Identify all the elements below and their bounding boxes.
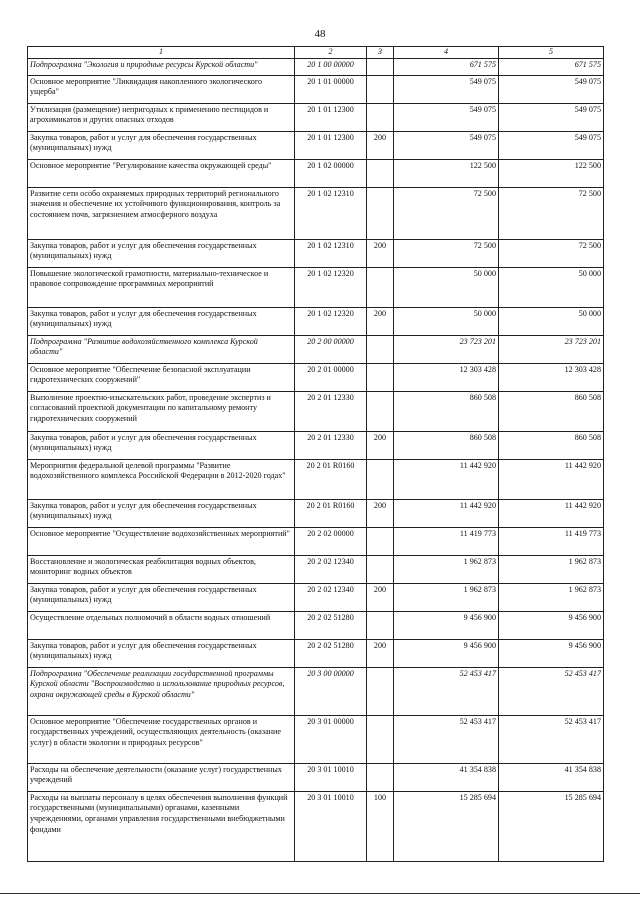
page-bottom-rule (0, 893, 640, 894)
row-name-cell: Основное мероприятие "Обеспечение безопасной эксплуатации гидротехнических сооружений" (28, 363, 295, 391)
table-row (28, 791, 604, 861)
row-name-cell: Утилизация (размещение) непригодных к применению пестицидов и агрохимикатов и других опасных отходов (28, 103, 295, 131)
row-name-cell: Подпрограмма "Развитие водохозяйственного комплекса Курской области" (28, 335, 295, 363)
row-expense-type-cell (367, 335, 394, 363)
row-amount-col4-cell: 1 962 873 (394, 583, 499, 611)
row-code-cell: 20 1 01 00000 (295, 75, 367, 103)
row-expense-type-cell (367, 555, 394, 583)
row-amount-col4-cell: 11 442 920 (394, 459, 499, 499)
row-expense-type-cell (367, 58, 394, 75)
column-header-5: 5 (499, 47, 604, 59)
row-name-cell: Выполнение проектно-изыскательских работ, проведение экспертиз и согласований проектной документации по капитальному ремонту гидротехнических сооружений (28, 391, 295, 431)
row-amount-col5-cell: 72 500 (499, 239, 604, 267)
row-expense-type-cell: 200 (367, 307, 394, 335)
row-name-cell: Основное мероприятие "Регулирование качества окружающей среды" (28, 159, 295, 187)
row-amount-col5-cell: 23 723 201 (499, 335, 604, 363)
row-expense-type-cell: 200 (367, 431, 394, 459)
row-amount-col5-cell: 50 000 (499, 307, 604, 335)
row-expense-type-cell (367, 667, 394, 715)
table-row (28, 431, 604, 459)
row-name-cell: Восстановление и экологическая реабилитация водных объектов, мониторинг водных объектов (28, 555, 295, 583)
row-amount-col5-cell: 1 962 873 (499, 555, 604, 583)
row-code-cell: 20 1 02 12310 (295, 187, 367, 239)
row-code-cell: 20 1 01 12300 (295, 131, 367, 159)
row-code-cell: 20 2 00 00000 (295, 335, 367, 363)
row-name-cell: Мероприятия федеральной целевой программы "Развитие водохозяйственного комплекса Российской Федерации в 2012-2020 годах" (28, 459, 295, 499)
budget-table (27, 46, 604, 862)
table-row (28, 555, 604, 583)
row-code-cell: 20 2 01 R0160 (295, 499, 367, 527)
row-amount-col5-cell: 11 442 920 (499, 499, 604, 527)
row-code-cell: 20 1 02 12310 (295, 239, 367, 267)
row-expense-type-cell: 200 (367, 499, 394, 527)
row-code-cell: 20 2 02 12340 (295, 555, 367, 583)
row-code-cell: 20 1 02 12320 (295, 267, 367, 307)
row-amount-col5-cell: 1 962 873 (499, 583, 604, 611)
row-expense-type-cell (367, 763, 394, 791)
row-name-cell: Закупка товаров, работ и услуг для обеспечения государственных (муниципальных) нужд (28, 499, 295, 527)
row-expense-type-cell (367, 267, 394, 307)
row-amount-col5-cell: 72 500 (499, 187, 604, 239)
row-amount-col4-cell: 860 508 (394, 391, 499, 431)
row-code-cell: 20 2 01 12330 (295, 431, 367, 459)
row-code-cell: 20 1 01 12300 (295, 103, 367, 131)
row-amount-col5-cell: 860 508 (499, 431, 604, 459)
column-header-3: 3 (367, 47, 394, 59)
row-code-cell: 20 2 02 51280 (295, 639, 367, 667)
row-amount-col4-cell: 41 354 838 (394, 763, 499, 791)
row-expense-type-cell: 200 (367, 583, 394, 611)
table-row (28, 459, 604, 499)
row-amount-col5-cell: 41 354 838 (499, 763, 604, 791)
row-name-cell: Подпрограмма "Экология и природные ресурсы Курской области" (28, 58, 295, 75)
row-expense-type-cell (367, 459, 394, 499)
row-amount-col4-cell: 9 456 900 (394, 611, 499, 639)
row-amount-col4-cell: 860 508 (394, 431, 499, 459)
row-code-cell: 20 2 02 12340 (295, 583, 367, 611)
row-amount-col4-cell: 52 453 417 (394, 667, 499, 715)
row-name-cell: Закупка товаров, работ и услуг для обеспечения государственных (муниципальных) нужд (28, 639, 295, 667)
row-code-cell: 20 2 01 R0160 (295, 459, 367, 499)
row-name-cell: Подпрограмма "Обеспечение реализации государственной программы Курской области "Воспроизводство и использование природных ресурсов, охрана окружающей среды в Курской области" (28, 667, 295, 715)
row-amount-col4-cell: 52 453 417 (394, 715, 499, 763)
table-row (28, 715, 604, 763)
table-row (28, 391, 604, 431)
column-header-1: 1 (28, 47, 295, 59)
table-row (28, 763, 604, 791)
row-name-cell: Закупка товаров, работ и услуг для обеспечения государственных (муниципальных) нужд (28, 583, 295, 611)
row-name-cell: Развитие сети особо охраняемых природных территорий регионального значения и обеспечение их устойчивого функционирования, контроль за состоянием почв, загрязнением атмосферного воздуха (28, 187, 295, 239)
row-amount-col4-cell: 12 303 428 (394, 363, 499, 391)
row-amount-col5-cell: 11 419 773 (499, 527, 604, 555)
table-row (28, 187, 604, 239)
row-expense-type-cell (367, 187, 394, 239)
row-expense-type-cell (367, 611, 394, 639)
row-amount-col4-cell: 11 442 920 (394, 499, 499, 527)
table-row (28, 75, 604, 103)
row-amount-col5-cell: 50 000 (499, 267, 604, 307)
table-row (28, 307, 604, 335)
row-amount-col4-cell: 50 000 (394, 267, 499, 307)
row-expense-type-cell (367, 363, 394, 391)
table-row (28, 583, 604, 611)
row-expense-type-cell (367, 527, 394, 555)
table-row (28, 363, 604, 391)
table-row (28, 667, 604, 715)
row-name-cell: Расходы на обеспечение деятельности (оказание услуг) государственных учреждений (28, 763, 295, 791)
column-header-2: 2 (295, 47, 367, 59)
row-expense-type-cell: 200 (367, 639, 394, 667)
row-expense-type-cell (367, 715, 394, 763)
row-expense-type-cell (367, 103, 394, 131)
row-code-cell: 20 3 01 00000 (295, 715, 367, 763)
row-code-cell: 20 3 01 10010 (295, 763, 367, 791)
row-amount-col5-cell: 15 285 694 (499, 791, 604, 861)
row-expense-type-cell: 200 (367, 131, 394, 159)
row-expense-type-cell (367, 75, 394, 103)
row-amount-col5-cell: 122 500 (499, 159, 604, 187)
row-amount-col4-cell: 11 419 773 (394, 527, 499, 555)
row-amount-col5-cell: 9 456 900 (499, 639, 604, 667)
row-code-cell: 20 1 00 00000 (295, 58, 367, 75)
row-name-cell: Осуществление отдельных полномочий в области водных отношений (28, 611, 295, 639)
row-amount-col5-cell: 671 575 (499, 58, 604, 75)
row-amount-col4-cell: 15 285 694 (394, 791, 499, 861)
row-amount-col5-cell: 549 075 (499, 103, 604, 131)
row-amount-col4-cell: 23 723 201 (394, 335, 499, 363)
table-row (28, 159, 604, 187)
row-amount-col4-cell: 549 075 (394, 131, 499, 159)
row-amount-col4-cell: 549 075 (394, 75, 499, 103)
table-row (28, 58, 604, 75)
table-row (28, 131, 604, 159)
column-header-4: 4 (394, 47, 499, 59)
table-row (28, 239, 604, 267)
row-amount-col4-cell: 72 500 (394, 187, 499, 239)
row-code-cell: 20 3 01 10010 (295, 791, 367, 861)
table-row (28, 499, 604, 527)
row-name-cell: Закупка товаров, работ и услуг для обеспечения государственных (муниципальных) нужд (28, 431, 295, 459)
row-amount-col5-cell: 11 442 920 (499, 459, 604, 499)
row-name-cell: Закупка товаров, работ и услуг для обеспечения государственных (муниципальных) нужд (28, 239, 295, 267)
row-expense-type-cell (367, 391, 394, 431)
page-number: 48 (314, 28, 326, 40)
row-name-cell: Основное мероприятие "Обеспечение государственных органов и государственных учреждений, осуществляющих деятельность (оказание услуг) в области экологии и природных ресурсов" (28, 715, 295, 763)
row-amount-col5-cell: 549 075 (499, 75, 604, 103)
row-code-cell: 20 2 01 00000 (295, 363, 367, 391)
row-code-cell: 20 2 02 00000 (295, 527, 367, 555)
table-row (28, 103, 604, 131)
row-name-cell: Расходы на выплаты персоналу в целях обеспечения выполнения функций государственными (муниципальными) органами, казенными учреждениями, органами управления государственными внебюджетными фондами (28, 791, 295, 861)
row-amount-col5-cell: 860 508 (499, 391, 604, 431)
row-name-cell: Закупка товаров, работ и услуг для обеспечения государственных (муниципальных) нужд (28, 131, 295, 159)
table-row (28, 639, 604, 667)
table-row (28, 335, 604, 363)
row-name-cell: Закупка товаров, работ и услуг для обеспечения государственных (муниципальных) нужд (28, 307, 295, 335)
row-amount-col5-cell: 52 453 417 (499, 715, 604, 763)
row-amount-col4-cell: 50 000 (394, 307, 499, 335)
row-amount-col5-cell: 549 075 (499, 131, 604, 159)
row-code-cell: 20 1 02 12320 (295, 307, 367, 335)
table-row (28, 611, 604, 639)
row-amount-col5-cell: 52 453 417 (499, 667, 604, 715)
row-code-cell: 20 1 02 00000 (295, 159, 367, 187)
row-amount-col5-cell: 9 456 900 (499, 611, 604, 639)
row-expense-type-cell: 200 (367, 239, 394, 267)
row-code-cell: 20 2 02 51280 (295, 611, 367, 639)
row-amount-col4-cell: 549 075 (394, 103, 499, 131)
row-amount-col4-cell: 122 500 (394, 159, 499, 187)
row-amount-col4-cell: 671 575 (394, 58, 499, 75)
table-row (28, 267, 604, 307)
row-code-cell: 20 3 00 00000 (295, 667, 367, 715)
table-row (28, 527, 604, 555)
header-row (28, 47, 604, 59)
row-code-cell: 20 2 01 12330 (295, 391, 367, 431)
row-name-cell: Основное мероприятие "Ликвидация накопленного экологического ущерба" (28, 75, 295, 103)
row-expense-type-cell: 100 (367, 791, 394, 861)
row-amount-col5-cell: 12 303 428 (499, 363, 604, 391)
row-amount-col4-cell: 72 500 (394, 239, 499, 267)
row-name-cell: Повышение экологической грамотности, материально-техническое и правовое сопровождение программных мероприятий (28, 267, 295, 307)
row-expense-type-cell (367, 159, 394, 187)
row-amount-col4-cell: 9 456 900 (394, 639, 499, 667)
row-name-cell: Основное мероприятие "Осуществление водохозяйственных мероприятий" (28, 527, 295, 555)
row-amount-col4-cell: 1 962 873 (394, 555, 499, 583)
